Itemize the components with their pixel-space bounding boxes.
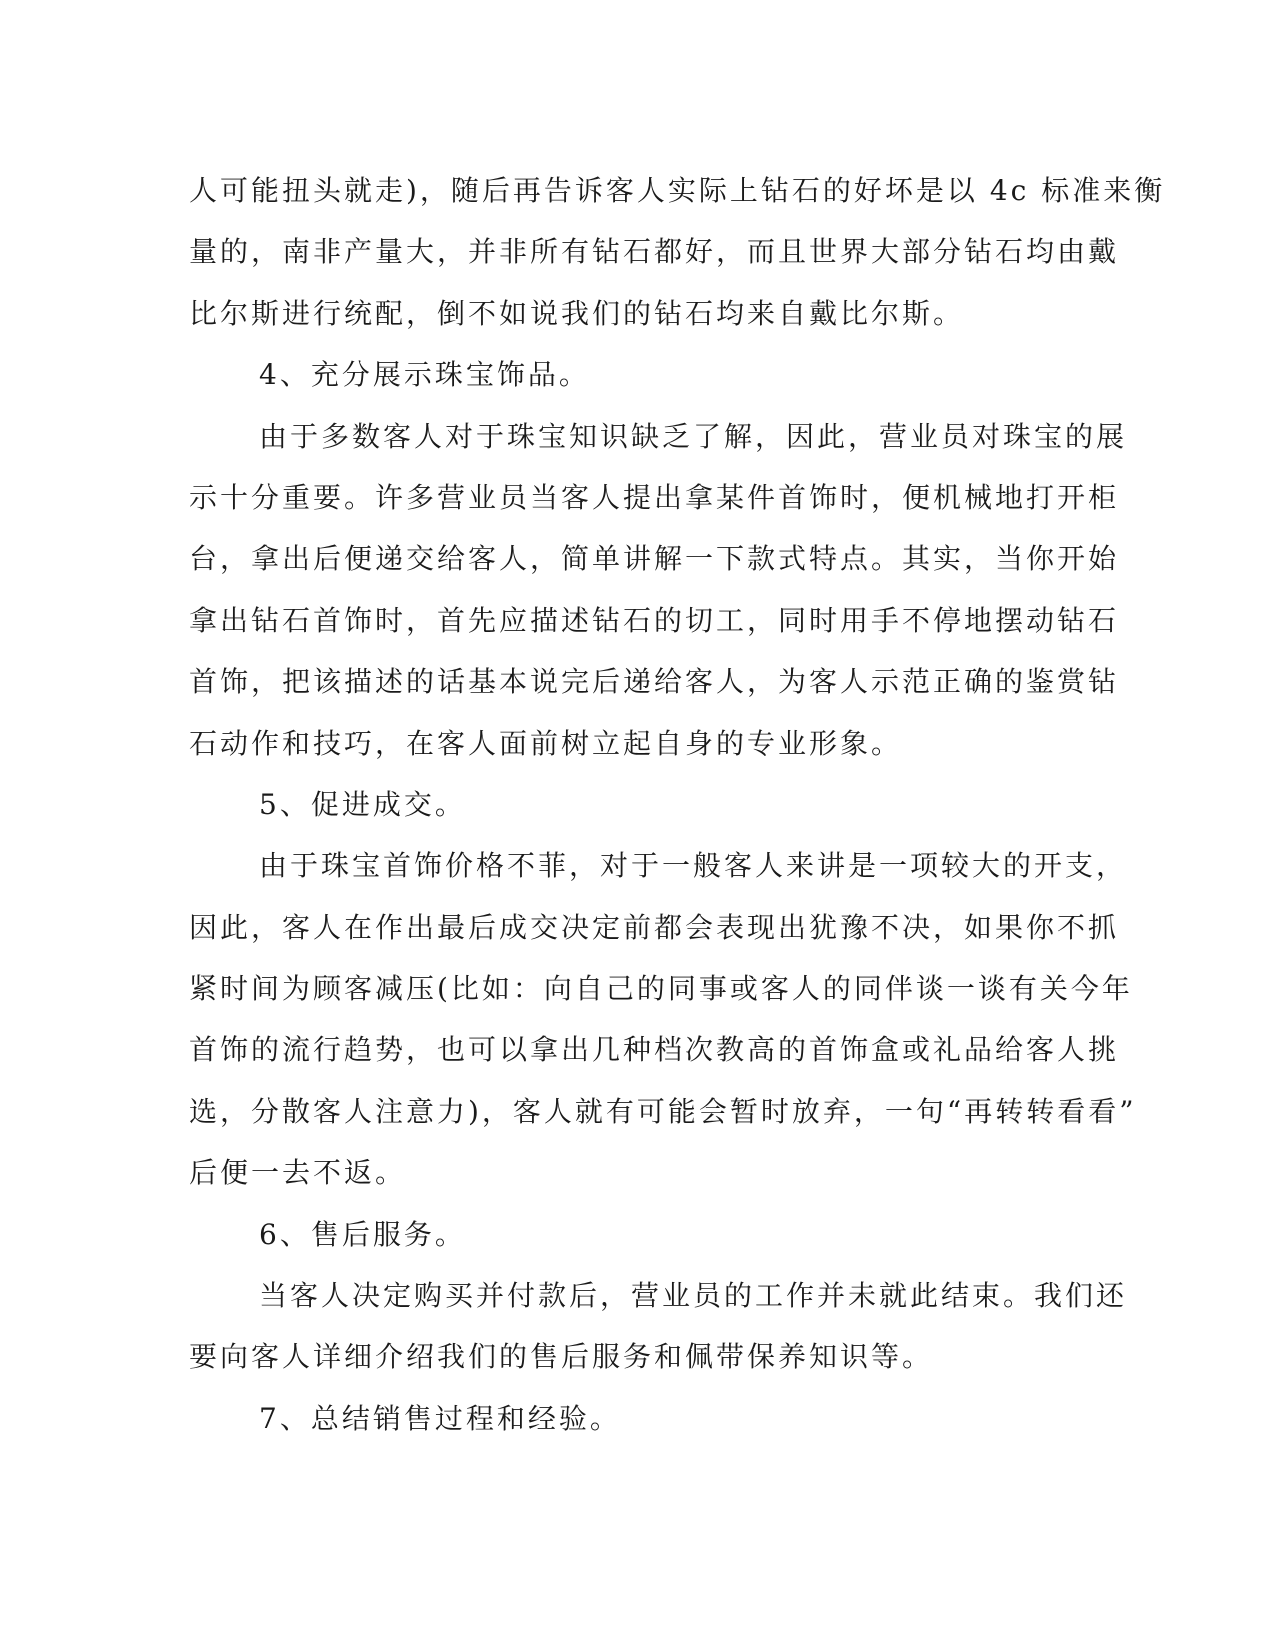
text-line-6: 示十分重要。许多营业员当客人提出拿某件首饰时，便机械地打开柜	[189, 480, 1120, 514]
text-line-5: 由于多数客人对于珠宝知识缺乏了解，因此，营业员对珠宝的展	[259, 419, 1128, 453]
text-line-9: 首饰，把该描述的话基本说完后递给客人，为客人示范正确的鉴赏钻	[189, 665, 1120, 699]
text-line-1: 人可能扭头就走)，随后再告诉客人实际上钻石的好坏是以 4c 标准来衡	[189, 174, 1166, 207]
text-line-20: 要向客人详细介绍我们的售后服务和佩带保养知识等。	[189, 1340, 934, 1374]
section-heading-4: 4、充分展示珠宝饰品。	[259, 358, 590, 392]
text-line-8: 拿出钻石首饰时，首先应描述钻石的切工，同时用手不停地摆动钻石	[189, 603, 1120, 637]
text-line-14: 紧时间为顾客减压(比如：向自己的同事或客人的同伴谈一谈有关今年	[189, 972, 1133, 1006]
text-line-17: 后便一去不返。	[189, 1156, 407, 1190]
section-heading-6: 6、售后服务。	[259, 1217, 466, 1251]
section-heading-5: 5、促进成交。	[259, 787, 466, 821]
text-line-3: 比尔斯进行统配，倒不如说我们的钻石均来自戴比尔斯。	[189, 296, 965, 330]
text-line-12: 由于珠宝首饰价格不菲，对于一般客人来讲是一项较大的开支，	[259, 849, 1128, 883]
text-line-13: 因此，客人在作出最后成交决定前都会表现出犹豫不决，如果你不抓	[189, 910, 1120, 944]
text-line-2: 量的，南非产量大，并非所有钻石都好，而且世界大部分钻石均由戴	[189, 235, 1120, 269]
text-line-15: 首饰的流行趋势，也可以拿出几种档次教高的首饰盒或礼品给客人挑	[189, 1033, 1120, 1067]
text-line-16: 选，分散客人注意力)，客人就有可能会暂时放弃，一句“再转转看看”	[189, 1094, 1137, 1128]
document-body	[189, 160, 1166, 1449]
text-line-7: 台，拿出后便递交给客人，简单讲解一下款式特点。其实，当你开始	[189, 542, 1120, 576]
section-heading-7: 7、总结销售过程和经验。	[259, 1401, 621, 1435]
text-line-10: 石动作和技巧，在客人面前树立起自身的专业形象。	[189, 726, 903, 760]
text-line-19: 当客人决定购买并付款后，营业员的工作并未就此结束。我们还	[259, 1279, 1128, 1313]
